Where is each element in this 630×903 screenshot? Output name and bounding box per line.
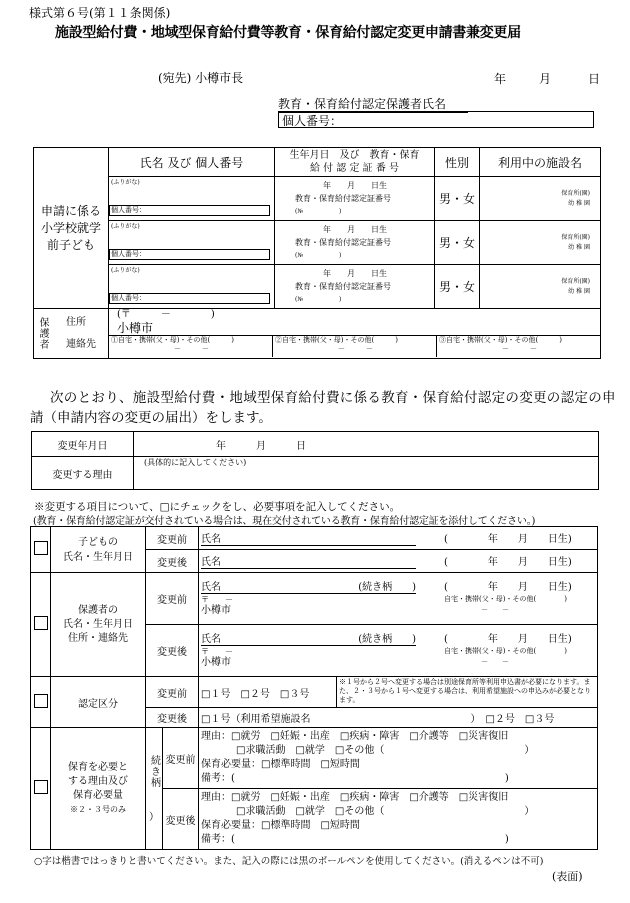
child-row-label: 申請に係る 小学校就学 前子ども	[34, 148, 109, 309]
declaration-line-1: 次のとおり、施設型給付費・地域型保育給付費に係る教育・保育給付認定の変更の認定の申	[50, 390, 616, 406]
note-2: (教育・保育給付認定証が交付されている場合は、現在交付されている教育・保育給付認定証を添付してください。)	[33, 516, 536, 527]
after-label: 変更後	[146, 625, 199, 677]
guardian-name-label: 教育・保育給付認定保護者氏名	[278, 95, 468, 113]
cert-item-label: 認定区分	[51, 677, 146, 728]
addressee: (宛先) 小樽市長	[158, 71, 244, 85]
continued-label: 続き柄 ）	[146, 728, 163, 850]
change-reason-field[interactable]: (具体的に記入してください)	[134, 457, 599, 490]
care-item-checkbox[interactable]	[31, 728, 51, 850]
sex-option[interactable]: 男・女	[435, 265, 480, 309]
page-side-label: (表面)	[552, 870, 583, 883]
declaration-line-2: 請（申請内容の変更の届出）をします。	[30, 410, 272, 426]
col-facility-header: 利用中の施設名	[480, 148, 601, 177]
cert-options-after[interactable]: □１号（利用希望施設名 ） □２号 □３号	[199, 708, 598, 728]
col-sex-header: 性別	[435, 148, 480, 177]
before-label: 変更前	[146, 677, 199, 708]
sex-option[interactable]: 男・女	[435, 221, 480, 265]
guardian-item-label: 保護者の 氏名・生年月日 住所・連絡先	[51, 573, 146, 677]
child-my-number-field[interactable]: 個人番号：	[109, 293, 270, 304]
before-label: 変更前	[146, 573, 199, 625]
after-label: 変更後	[163, 789, 199, 850]
checkbox-icon	[34, 616, 48, 630]
before-label: 変更前	[163, 728, 199, 789]
address-city: 小樽市	[117, 321, 154, 335]
items-table: 子どもの 氏名・生年月日 変更前 氏名 ( 年 月 日生) 変更後 氏名 ( 年 月 日生) 保護者の 氏名・生年月日 住所・連絡先 変更前 氏名 (続き柄 ) ( 年 月 日生) 〒 － 自宅・携帯(父・母)・その他( ) 小樽市 － － 変更後 氏名 (続き柄 ) ( 年 月 日生) 〒 － 自宅・携帯(父・母)・その他( ) 小樽市 － － 認定区分 変更前 □１号 □２号 □３号 ※１号から２号へ変更する場合は別途保育所等利用申込書が必要になります。また、２・３号から１号へ変更する場合は、利用希望施設への申込みが必要となります。 変更後 □１号（利用希望施設名 ） □２号 □３号 保育を必要と する理由及び 保育必要量 ※２・３号のみ 続き柄 ） 変更前 理由：□就労 □妊娠・出産 □疾病・障害 □介護等 □災害復旧 □求職活動 □就学 □その他（ ） 保育必要量：□標準時間 □短時間 備考：( ) 変更後 理由：□就労 □妊娠・出産 □疾病・障害 □介護等 □災害復旧 □求職活動 □就学 □その他（ ） 保育必要量：□標準時間 □短時間 備考：( )	[30, 526, 598, 850]
date-day-label: 日	[588, 72, 601, 86]
form-number: 様式第６号(第１１条関係)	[29, 6, 171, 20]
form-title: 施設型給付費・地域型保育給付費等教育・保育給付認定変更申請書兼変更届	[55, 25, 521, 41]
child-my-number-field[interactable]: 個人番号：	[109, 249, 270, 260]
child-row: (ふりがな) 個人番号： 年 月 日生 教育・保育給付認定証番号 (№ ) 男・女 保育所(園) 幼 稚 園	[34, 265, 601, 309]
guardian-name-before[interactable]: 氏名	[201, 581, 221, 593]
contact-3[interactable]: ③自宅・携帯(父・母)・その他( )	[439, 336, 562, 344]
my-number-field[interactable]	[278, 111, 594, 128]
child-name-before[interactable]: 氏名	[201, 530, 416, 546]
col-birth-header: 生年月日 及び 教育・保育 給 付 認 定 証 番 号	[275, 148, 435, 177]
change-table	[31, 431, 599, 490]
my-number-label: 個人番号：	[282, 114, 343, 128]
cert-item-checkbox[interactable]	[31, 677, 51, 728]
child-table: 申請に係る 小学校就学 前子ども 氏名 及び 個人番号 生年月日 及び 教育・保育 給 付 認 定 証 番 号 性別 利用中の施設名 (ふりがな) 個人番号： 年 月 日生 教育・保育給付認定証番号 (№ ) 男・女 保育所(園) 幼 稚 園 (ふりがな) 個人番号： 年 月 日生 教育・保育給付認定証番号 (№ ) 男・女 保育所(園) 幼 稚 園 (ふりがな) 個人番号： 年 月 日生 教育・保育給付認定証番号 (№ ) 男・女 保育所(園) 幼 稚 園 保護者 住所 連絡先 (〒 － ) 小樽市 ①自宅・携帯(父・母)・その他( ) － － ②自宅・携帯(父・母)・その他( ) － － ③自宅・携帯(父・母)・その他( ) － －	[33, 147, 601, 359]
child-item-checkbox[interactable]	[31, 527, 51, 573]
col-name-header: 氏名 及び 個人番号	[109, 148, 275, 177]
note-1: ※変更する項目について、□にチェックをし、必要事項を記入してください。	[34, 501, 401, 513]
postal-field[interactable]: (〒 － )	[117, 309, 215, 320]
child-row: (ふりがな) 個人番号： 年 月 日生 教育・保育給付認定証番号 (№ ) 男・女 保育所(園) 幼 稚 園	[34, 177, 601, 221]
contact-2[interactable]: ②自宅・携帯(父・母)・その他( )	[275, 336, 398, 344]
care-before-field[interactable]: 理由：□就労 □妊娠・出産 □疾病・障害 □介護等 □災害復旧 □求職活動 □就学 □その他（ ） 保育必要量：□標準時間 □短時間 備考：( )	[199, 728, 598, 789]
child-born-before[interactable]: ( 年 月 日生)	[444, 534, 572, 545]
after-label: 変更後	[146, 550, 199, 573]
child-my-number-field[interactable]: 個人番号：	[109, 205, 270, 216]
after-label: 変更後	[146, 708, 199, 728]
care-after-field[interactable]: 理由：□就労 □妊娠・出産 □疾病・障害 □介護等 □災害復旧 □求職活動 □就学 □その他（ ） 保育必要量：□標準時間 □短時間 備考：( )	[199, 789, 598, 850]
guardian-name-after[interactable]: 氏名	[201, 633, 221, 645]
sex-option[interactable]: 男・女	[435, 177, 480, 221]
cert-options-before[interactable]: □１号 □２号 □３号	[201, 688, 310, 700]
child-name-after[interactable]: 氏名	[201, 553, 416, 569]
care-item-label: 保育を必要と する理由及び 保育必要量 ※２・３号のみ	[51, 728, 146, 850]
guardian-item-checkbox[interactable]	[31, 573, 51, 677]
before-label: 変更前	[146, 527, 199, 550]
footer-note: ○字は楷書ではっきりと書いてください。また、記入の際には黒のボールペンを使用してください。(消えるペンは不可)	[34, 856, 544, 867]
child-born-after[interactable]: ( 年 月 日生)	[444, 557, 572, 568]
change-date-label: 変更年月日	[32, 432, 134, 457]
guardian-contact-label: 保護者 住所 連絡先	[34, 309, 109, 359]
date-year-label: 年	[494, 72, 507, 86]
checkbox-icon	[34, 694, 48, 708]
checkbox-icon	[34, 541, 48, 555]
child-row: (ふりがな) 個人番号： 年 月 日生 教育・保育給付認定証番号 (№ ) 男・女 保育所(園) 幼 稚 園	[34, 221, 601, 265]
cert-note: ※１号から２号へ変更する場合は別途保育所等利用申込書が必要になります。また、２・３号から１号へ変更する場合は、利用希望施設への申込みが必要となります。	[336, 677, 597, 707]
change-date-field[interactable]: 年 月 日	[134, 432, 599, 457]
child-item-label: 子どもの 氏名・生年月日	[51, 527, 146, 573]
change-reason-label: 変更する理由	[32, 457, 134, 490]
checkbox-icon	[34, 780, 48, 794]
date-month-label: 月	[539, 72, 552, 86]
contact-1[interactable]: ①自宅・携帯(父・母)・その他( )	[111, 336, 234, 344]
